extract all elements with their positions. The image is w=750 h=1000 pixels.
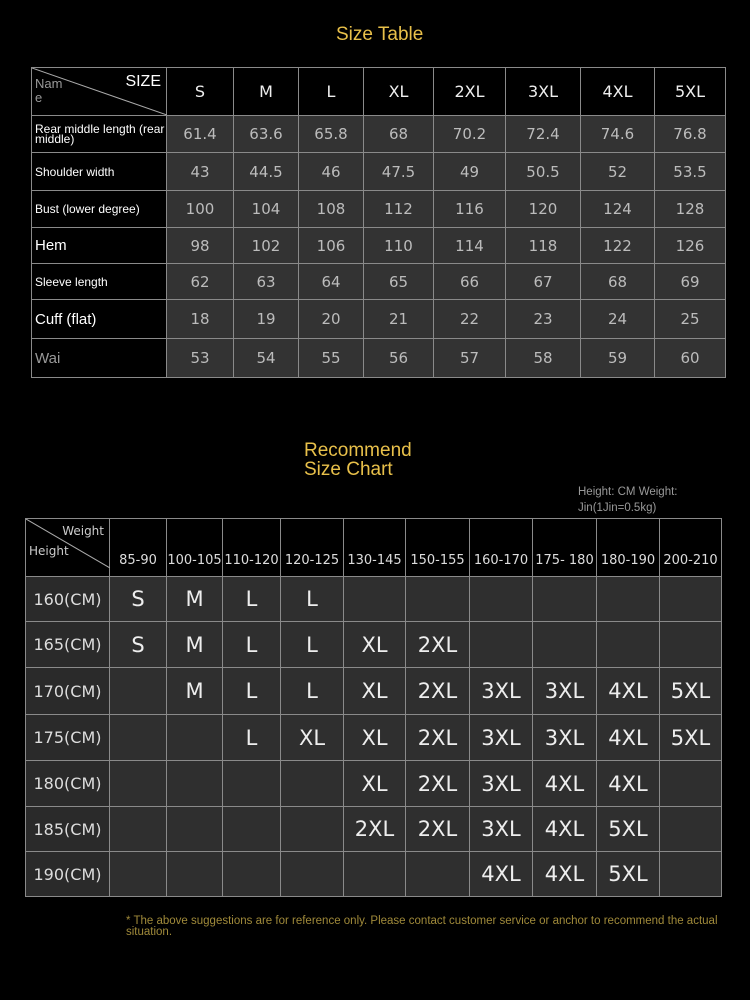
table-row — [26, 715, 722, 761]
measurement-value: 102 — [234, 228, 299, 264]
recommended-size: M — [167, 668, 223, 715]
measurement-value: 18 — [167, 300, 234, 339]
weight-header: 130-145 — [344, 519, 406, 577]
recommended-size — [110, 807, 167, 852]
measurement-value: 65.8 — [299, 116, 364, 153]
measurement-value: 59 — [581, 339, 655, 378]
measurement-value: 60 — [655, 339, 726, 378]
recommended-size: 3XL — [470, 807, 533, 852]
measurement-value: 106 — [299, 228, 364, 264]
table-row — [26, 852, 722, 897]
recommended-size: 2XL — [406, 668, 470, 715]
recommended-size: L — [281, 622, 344, 668]
measurement-value: 69 — [655, 264, 726, 300]
measurement-label: Cuff (flat) — [32, 300, 167, 339]
table-row — [32, 228, 726, 264]
recommend-title-line2: Size Chart — [304, 459, 393, 480]
measurement-value: 112 — [364, 191, 434, 228]
measurement-value: 47.5 — [364, 153, 434, 191]
table-row — [32, 116, 726, 153]
corner-top-label: Weight — [62, 524, 104, 538]
recommended-size: L — [223, 668, 281, 715]
recommended-size: XL — [281, 715, 344, 761]
recommended-size — [470, 622, 533, 668]
table-row — [32, 300, 726, 339]
table-row — [26, 761, 722, 807]
measurement-value: 53.5 — [655, 153, 726, 191]
measurement-value: 124 — [581, 191, 655, 228]
recommended-size: XL — [344, 622, 406, 668]
measurement-value: 23 — [506, 300, 581, 339]
recommended-size: XL — [344, 761, 406, 807]
recommended-size — [660, 852, 722, 897]
measurement-value: 74.6 — [581, 116, 655, 153]
measurement-value: 22 — [434, 300, 506, 339]
recommended-size: 5XL — [660, 668, 722, 715]
measurement-value: 118 — [506, 228, 581, 264]
recommended-size: 4XL — [597, 761, 660, 807]
recommended-size: 4XL — [533, 807, 597, 852]
weight-header: 160-170 — [470, 519, 533, 577]
recommended-size — [660, 807, 722, 852]
recommended-size: 5XL — [660, 715, 722, 761]
measurement-value: 53 — [167, 339, 234, 378]
recommended-size — [470, 577, 533, 622]
recommended-size — [344, 577, 406, 622]
recommended-size — [597, 577, 660, 622]
measurement-value: 122 — [581, 228, 655, 264]
recommended-size: M — [167, 622, 223, 668]
recommended-size — [223, 807, 281, 852]
measurement-value: 66 — [434, 264, 506, 300]
table-row — [26, 668, 722, 715]
weight-header: 120-125 — [281, 519, 344, 577]
recommended-size — [110, 761, 167, 807]
recommended-size: 3XL — [470, 715, 533, 761]
corner-top-label: SIZE — [125, 73, 161, 90]
recommended-size: 3XL — [470, 668, 533, 715]
recommended-size — [281, 807, 344, 852]
table-row — [32, 339, 726, 378]
unit-note: Height: CM Weight: Jin(1Jin=0.5kg) — [578, 486, 678, 514]
recommended-size: 3XL — [533, 715, 597, 761]
measurement-value: 43 — [167, 153, 234, 191]
weight-header: 100-105 — [167, 519, 223, 577]
recommended-size — [167, 852, 223, 897]
recommended-size: L — [223, 715, 281, 761]
measurement-value: 49 — [434, 153, 506, 191]
table-row — [32, 264, 726, 300]
measurement-value: 126 — [655, 228, 726, 264]
measurement-value: 65 — [364, 264, 434, 300]
recommended-size — [110, 852, 167, 897]
recommended-size — [406, 852, 470, 897]
measurement-label: Shoulder width — [32, 153, 167, 191]
recommended-size: L — [281, 668, 344, 715]
recommended-size: 2XL — [406, 761, 470, 807]
recommended-size: L — [223, 577, 281, 622]
measurement-value: 120 — [506, 191, 581, 228]
recommended-size: 5XL — [597, 852, 660, 897]
recommended-size: XL — [344, 668, 406, 715]
recommended-size: 4XL — [597, 668, 660, 715]
weight-header: 180-190 — [597, 519, 660, 577]
recommended-size — [406, 577, 470, 622]
size-header: 5XL — [655, 68, 726, 116]
measurement-value: 114 — [434, 228, 506, 264]
recommended-size — [533, 577, 597, 622]
size-header: M — [234, 68, 299, 116]
measurement-value: 116 — [434, 191, 506, 228]
recommended-size — [223, 761, 281, 807]
table-row — [26, 577, 722, 622]
measurement-value: 110 — [364, 228, 434, 264]
recommended-size — [660, 622, 722, 668]
measurement-value: 108 — [299, 191, 364, 228]
table-row — [32, 191, 726, 228]
measurement-value: 56 — [364, 339, 434, 378]
recommend-size-table — [25, 518, 722, 897]
measurement-value: 68 — [364, 116, 434, 153]
recommended-size — [533, 622, 597, 668]
weight-header: 175- 180 — [533, 519, 597, 577]
table-row — [26, 807, 722, 852]
table-row — [26, 622, 722, 668]
height-label: 185(CM) — [26, 807, 110, 852]
recommended-size — [167, 761, 223, 807]
measurement-label: Rear middle length (rear middle) — [32, 116, 167, 153]
measurement-label: Hem — [32, 228, 167, 264]
measurement-value: 24 — [581, 300, 655, 339]
measurement-label: Bust (lower degree) — [32, 191, 167, 228]
measurement-label: Wai — [32, 339, 167, 378]
corner-bottom-label: Height — [29, 544, 69, 558]
size-header: 2XL — [434, 68, 506, 116]
recommended-size — [660, 577, 722, 622]
measurement-value: 98 — [167, 228, 234, 264]
measurement-value: 63 — [234, 264, 299, 300]
size-header: XL — [364, 68, 434, 116]
height-label: 180(CM) — [26, 761, 110, 807]
footnote: * The above suggestions are for reference only. Please contact customer service or anchor to recommend the actual situation. — [126, 915, 718, 938]
height-label: 165(CM) — [26, 622, 110, 668]
height-label: 160(CM) — [26, 577, 110, 622]
weight-header: 85-90 — [110, 519, 167, 577]
measurement-value: 64 — [299, 264, 364, 300]
measurement-value: 21 — [364, 300, 434, 339]
measurement-value: 67 — [506, 264, 581, 300]
recommended-size: S — [110, 622, 167, 668]
recommended-size — [597, 622, 660, 668]
recommended-size: 2XL — [406, 622, 470, 668]
measurement-value: 104 — [234, 191, 299, 228]
measurement-value: 63.6 — [234, 116, 299, 153]
size-table-title: Size Table — [336, 24, 424, 45]
measurement-value: 52 — [581, 153, 655, 191]
recommended-size: 4XL — [533, 852, 597, 897]
measurement-value: 44.5 — [234, 153, 299, 191]
recommended-size: 2XL — [344, 807, 406, 852]
measurement-value: 57 — [434, 339, 506, 378]
recommended-size — [281, 852, 344, 897]
recommended-size: L — [223, 622, 281, 668]
size-name-corner — [32, 68, 167, 116]
recommended-size — [344, 852, 406, 897]
recommend-title — [304, 441, 412, 479]
weight-header: 200-210 — [660, 519, 722, 577]
height-label: 190(CM) — [26, 852, 110, 897]
size-header: 4XL — [581, 68, 655, 116]
weight-header: 150-155 — [406, 519, 470, 577]
size-header: 3XL — [506, 68, 581, 116]
recommended-size — [167, 715, 223, 761]
measurement-value: 61.4 — [167, 116, 234, 153]
corner-bottom-label: Nam e — [35, 76, 63, 105]
measurement-value: 20 — [299, 300, 364, 339]
measurement-value: 72.4 — [506, 116, 581, 153]
measurement-value: 46 — [299, 153, 364, 191]
measurement-value: 100 — [167, 191, 234, 228]
recommended-size: XL — [344, 715, 406, 761]
size-table — [31, 67, 726, 378]
recommended-size: 2XL — [406, 807, 470, 852]
recommended-size — [110, 715, 167, 761]
recommended-size: S — [110, 577, 167, 622]
recommended-size: M — [167, 577, 223, 622]
recommended-size: 4XL — [533, 761, 597, 807]
recommended-size: 2XL — [406, 715, 470, 761]
height-label: 170(CM) — [26, 668, 110, 715]
recommended-size — [281, 761, 344, 807]
recommended-size: 5XL — [597, 807, 660, 852]
recommended-size: L — [281, 577, 344, 622]
measurement-value: 70.2 — [434, 116, 506, 153]
height-label: 175(CM) — [26, 715, 110, 761]
recommended-size — [223, 852, 281, 897]
recommended-size — [110, 668, 167, 715]
size-header: S — [167, 68, 234, 116]
measurement-value: 128 — [655, 191, 726, 228]
recommended-size: 4XL — [597, 715, 660, 761]
recommended-size: 3XL — [533, 668, 597, 715]
measurement-value: 55 — [299, 339, 364, 378]
measurement-value: 54 — [234, 339, 299, 378]
measurement-label: Sleeve length — [32, 264, 167, 300]
weight-header: 110-120 — [223, 519, 281, 577]
weight-height-corner — [26, 519, 110, 577]
recommend-title-line1: Recommend — [304, 440, 412, 461]
recommended-size: 4XL — [470, 852, 533, 897]
recommended-size — [167, 807, 223, 852]
measurement-value: 58 — [506, 339, 581, 378]
measurement-value: 19 — [234, 300, 299, 339]
recommended-size — [660, 761, 722, 807]
recommended-size: 3XL — [470, 761, 533, 807]
size-header: L — [299, 68, 364, 116]
measurement-value: 62 — [167, 264, 234, 300]
measurement-value: 25 — [655, 300, 726, 339]
measurement-value: 50.5 — [506, 153, 581, 191]
measurement-value: 68 — [581, 264, 655, 300]
table-row — [32, 153, 726, 191]
measurement-value: 76.8 — [655, 116, 726, 153]
